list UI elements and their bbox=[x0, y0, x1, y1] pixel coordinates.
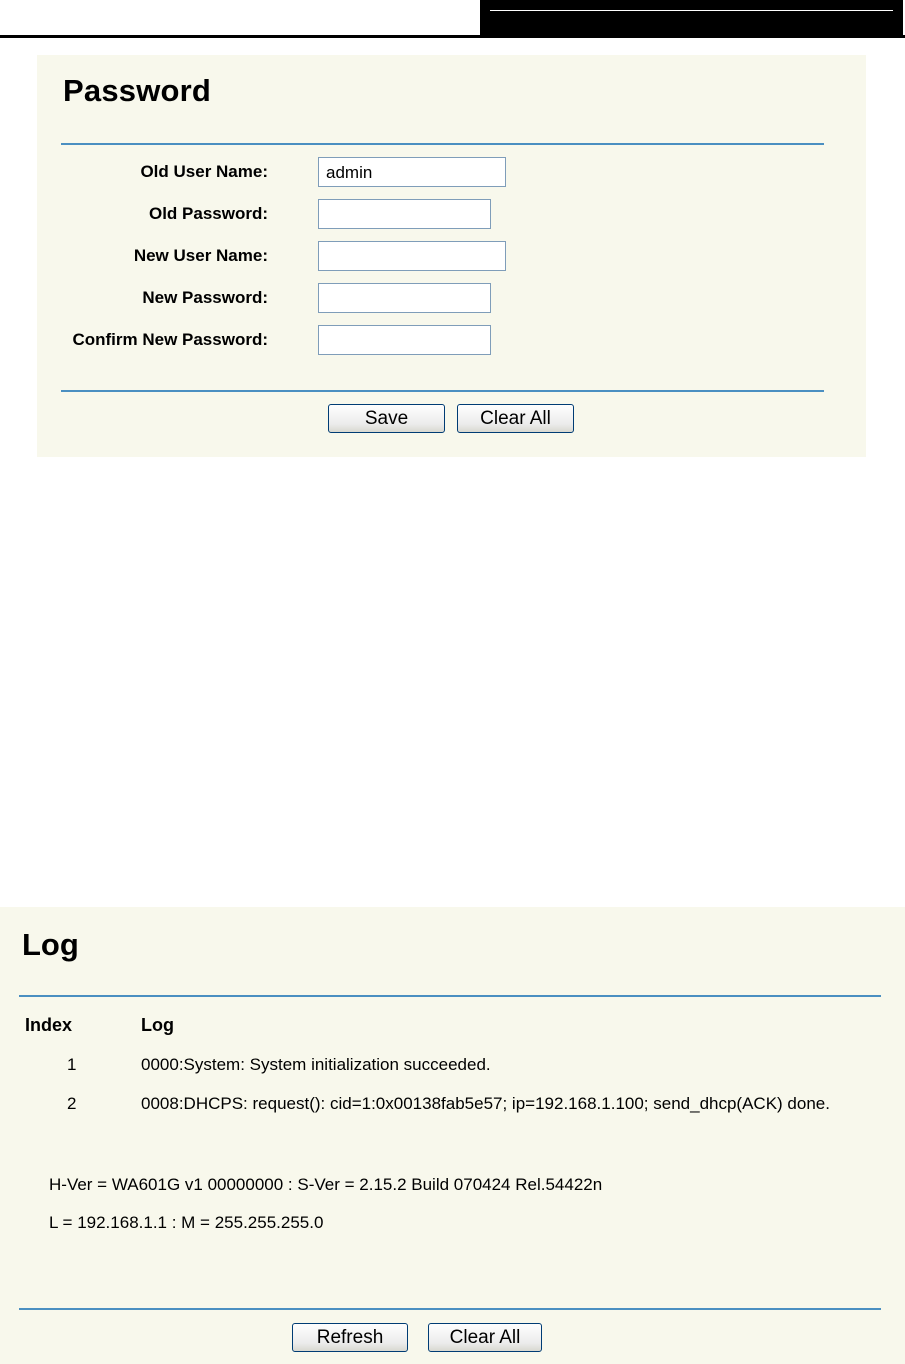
header-bar-line bbox=[490, 10, 893, 11]
address-info: L = 192.168.1.1 : M = 255.255.255.0 bbox=[49, 1213, 324, 1232]
new-user-name-input[interactable] bbox=[318, 241, 506, 271]
log-clear-all-button[interactable]: Clear All bbox=[428, 1323, 542, 1352]
save-button[interactable]: Save bbox=[328, 404, 445, 433]
password-title: Password bbox=[63, 73, 212, 108]
new-password-input[interactable] bbox=[318, 283, 491, 313]
version-info: H-Ver = WA601G v1 00000000 : S-Ver = 2.15.2 Build 070424 Rel.54422n bbox=[49, 1175, 603, 1194]
log-title: Log bbox=[22, 927, 79, 962]
log-row-1-message: 0000:System: System initialization succeeded. bbox=[141, 1055, 491, 1074]
log-row-2-message: 0008:DHCPS: request(): cid=1:0x00138fab5e57; ip=192.168.1.100; send_dhcp(ACK) done. bbox=[141, 1094, 830, 1113]
index-column-header: Index bbox=[25, 1015, 73, 1035]
log-row-2-index: 2 bbox=[67, 1094, 77, 1113]
new-password-label: New Password: bbox=[142, 288, 268, 307]
log-row-1-index: 1 bbox=[67, 1055, 77, 1074]
old-user-name-input[interactable] bbox=[318, 157, 506, 187]
refresh-button[interactable]: Refresh bbox=[292, 1323, 408, 1352]
confirm-new-password-label: Confirm New Password: bbox=[72, 330, 268, 349]
old-password-label: Old Password: bbox=[148, 204, 268, 223]
password-top-rule bbox=[61, 143, 824, 145]
old-user-name-label: Old User Name: bbox=[140, 162, 268, 181]
password-bottom-rule bbox=[61, 390, 824, 392]
old-password-input[interactable] bbox=[318, 199, 491, 229]
new-user-name-label: New User Name: bbox=[133, 246, 268, 265]
log-bottom-rule bbox=[19, 1308, 881, 1310]
log-top-rule bbox=[19, 995, 881, 997]
password-panel bbox=[37, 55, 866, 457]
header-bar bbox=[480, 0, 903, 37]
log-panel bbox=[0, 907, 905, 1364]
log-column-header: Log bbox=[141, 1015, 174, 1035]
clear-all-button[interactable]: Clear All bbox=[457, 404, 574, 433]
confirm-new-password-input[interactable] bbox=[318, 325, 491, 355]
